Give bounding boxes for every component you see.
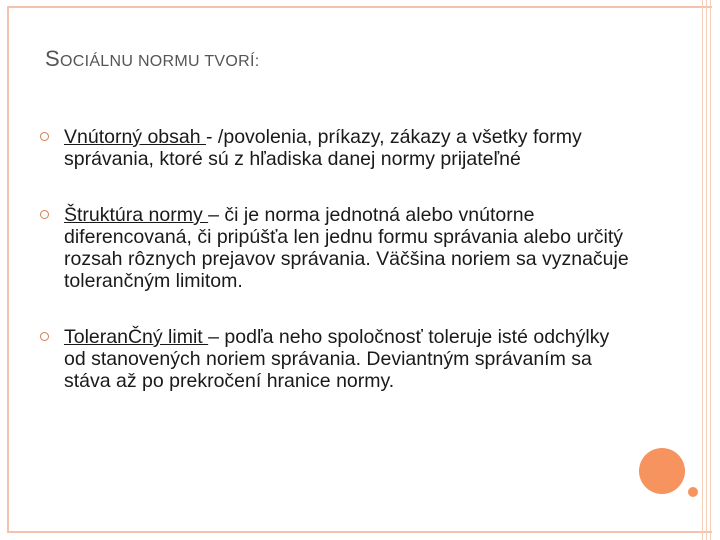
bullet-term: ToleranČný limit — [64, 326, 209, 348]
bullet-text: - /povolenia, príkazy, zákazy a všetky formy správania, ktoré sú z hľadiska danej normy prijateľné — [64, 126, 582, 170]
bullet-term: Štruktúra normy — [64, 204, 209, 226]
frame-left-line — [7, 6, 9, 533]
bullet-item — [40, 326, 630, 392]
bullet-list — [40, 126, 630, 392]
title-rest: OCIÁLNU NORMU TVORÍ: — [59, 53, 260, 70]
bullet-text: – či je norma jednotná alebo vnútorne diferencovaná, či pripúšťa len jednu formu správania alebo určitý rozsah rôznych prejavov správania. Väčšina noriem sa vyznačuje tolerančným limitom. — [64, 204, 629, 292]
bullet-icon — [40, 210, 49, 219]
bullet-icon — [40, 132, 49, 141]
frame-right-line — [706, 0, 707, 540]
title-first-letter: S — [45, 46, 60, 71]
decorative-circle-large — [639, 448, 685, 494]
bullet-text: – podľa neho spoločnosť toleruje isté odchýlky od stanovených noriem správania. Deviantným správaním sa stáva až po prekročení hranice normy. — [64, 326, 610, 392]
decorative-circle-small — [688, 487, 698, 497]
bullet-term: Vnútorný obsah — [64, 126, 207, 148]
frame-bottom-line — [8, 531, 712, 533]
frame-right-line — [702, 0, 703, 540]
bullet-item — [40, 126, 630, 170]
slide-title — [45, 46, 259, 72]
bullet-icon — [40, 332, 49, 341]
bullet-item — [40, 204, 630, 292]
frame-top-line — [8, 6, 712, 8]
frame-right-line — [710, 0, 711, 540]
